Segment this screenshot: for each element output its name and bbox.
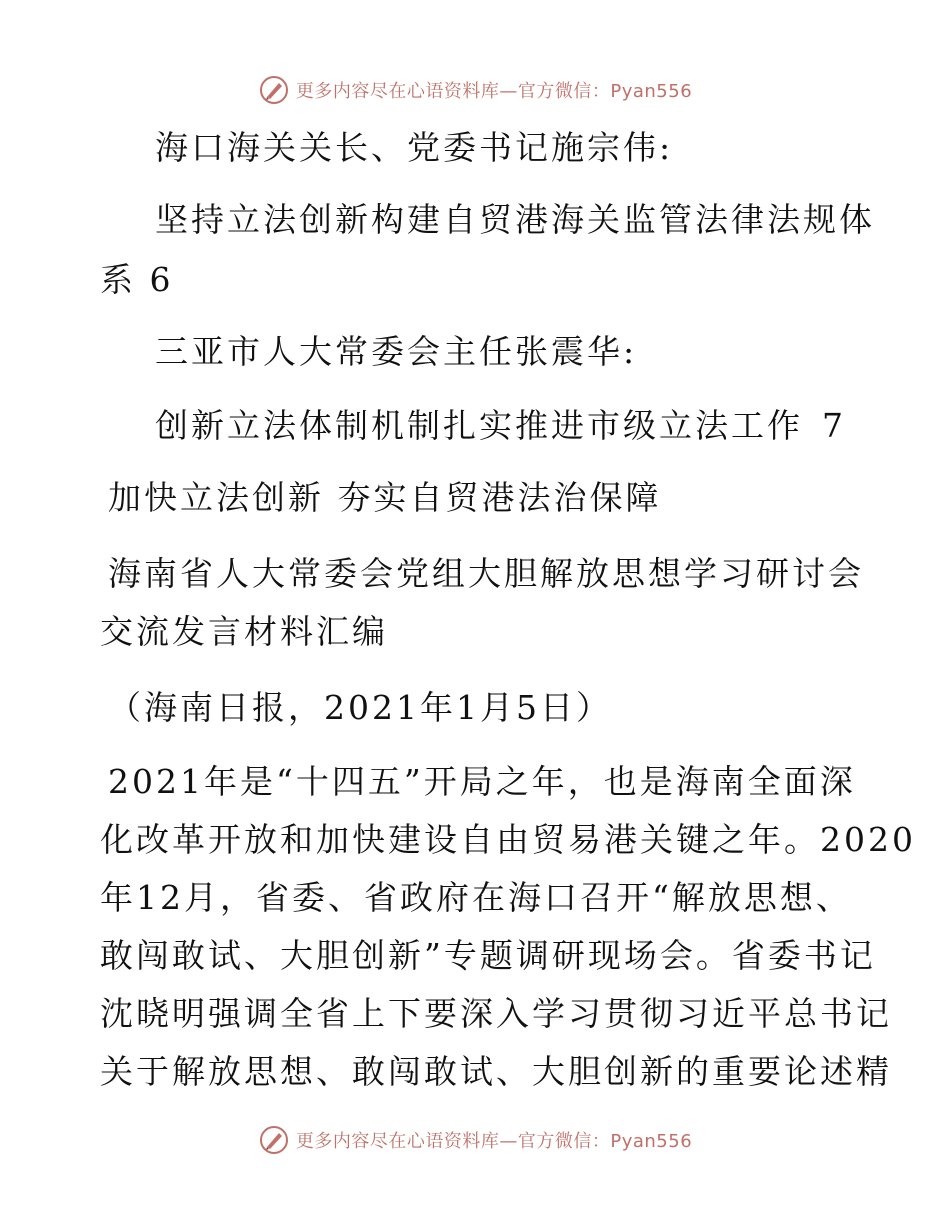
source-line: （海南日报，2021年1月5日） (108, 688, 612, 727)
text-line: 海口海关关长、党委书记施宗伟: (155, 128, 674, 167)
text-line: 交流发言材料汇编 (100, 612, 388, 651)
section-title: 加快立法创新 夯实自贸港法治保障 (108, 478, 662, 517)
text-line: 三亚市人大常委会主任张震华: (155, 332, 638, 371)
pen-logo-icon (258, 1124, 290, 1156)
paragraph-line: 化改革开放和加快建设自由贸易港关键之年。2020 (100, 820, 916, 859)
paragraph-line: 年12月，省委、省政府在海口召开“解放思想、 (100, 878, 852, 917)
paragraph-line: 关于解放思想、敢闯敢试、大胆创新的重要论述精 (100, 1052, 892, 1091)
paragraph-line: 2021年是“十四五”开局之年，也是海南全面深 (108, 762, 856, 801)
pen-logo-icon (258, 74, 290, 106)
toc-entry-title: 创新立法体制机制扎实推进市级立法工作 (155, 406, 803, 445)
text-line: 系 6 (100, 260, 174, 299)
toc-page-number: 7 (822, 406, 846, 445)
paragraph-line: 沈晓明强调全省上下要深入学习贯彻习近平总书记 (100, 994, 892, 1033)
watermark-footer (0, 1120, 950, 1160)
watermark-text: 更多内容尽在心语资料库—官方微信：Pyan556 (295, 1131, 693, 1152)
text-line: 海南省人大常委会党组大胆解放思想学习研讨会 (108, 554, 864, 593)
paragraph-line: 敢闯敢试、大胆创新”专题调研现场会。省委书记 (100, 936, 876, 975)
watermark-text: 更多内容尽在心语资料库—官方微信：Pyan556 (295, 81, 693, 102)
text-line: 坚持立法创新构建自贸港海关监管法律法规体 (155, 200, 875, 239)
watermark-header (0, 70, 950, 110)
